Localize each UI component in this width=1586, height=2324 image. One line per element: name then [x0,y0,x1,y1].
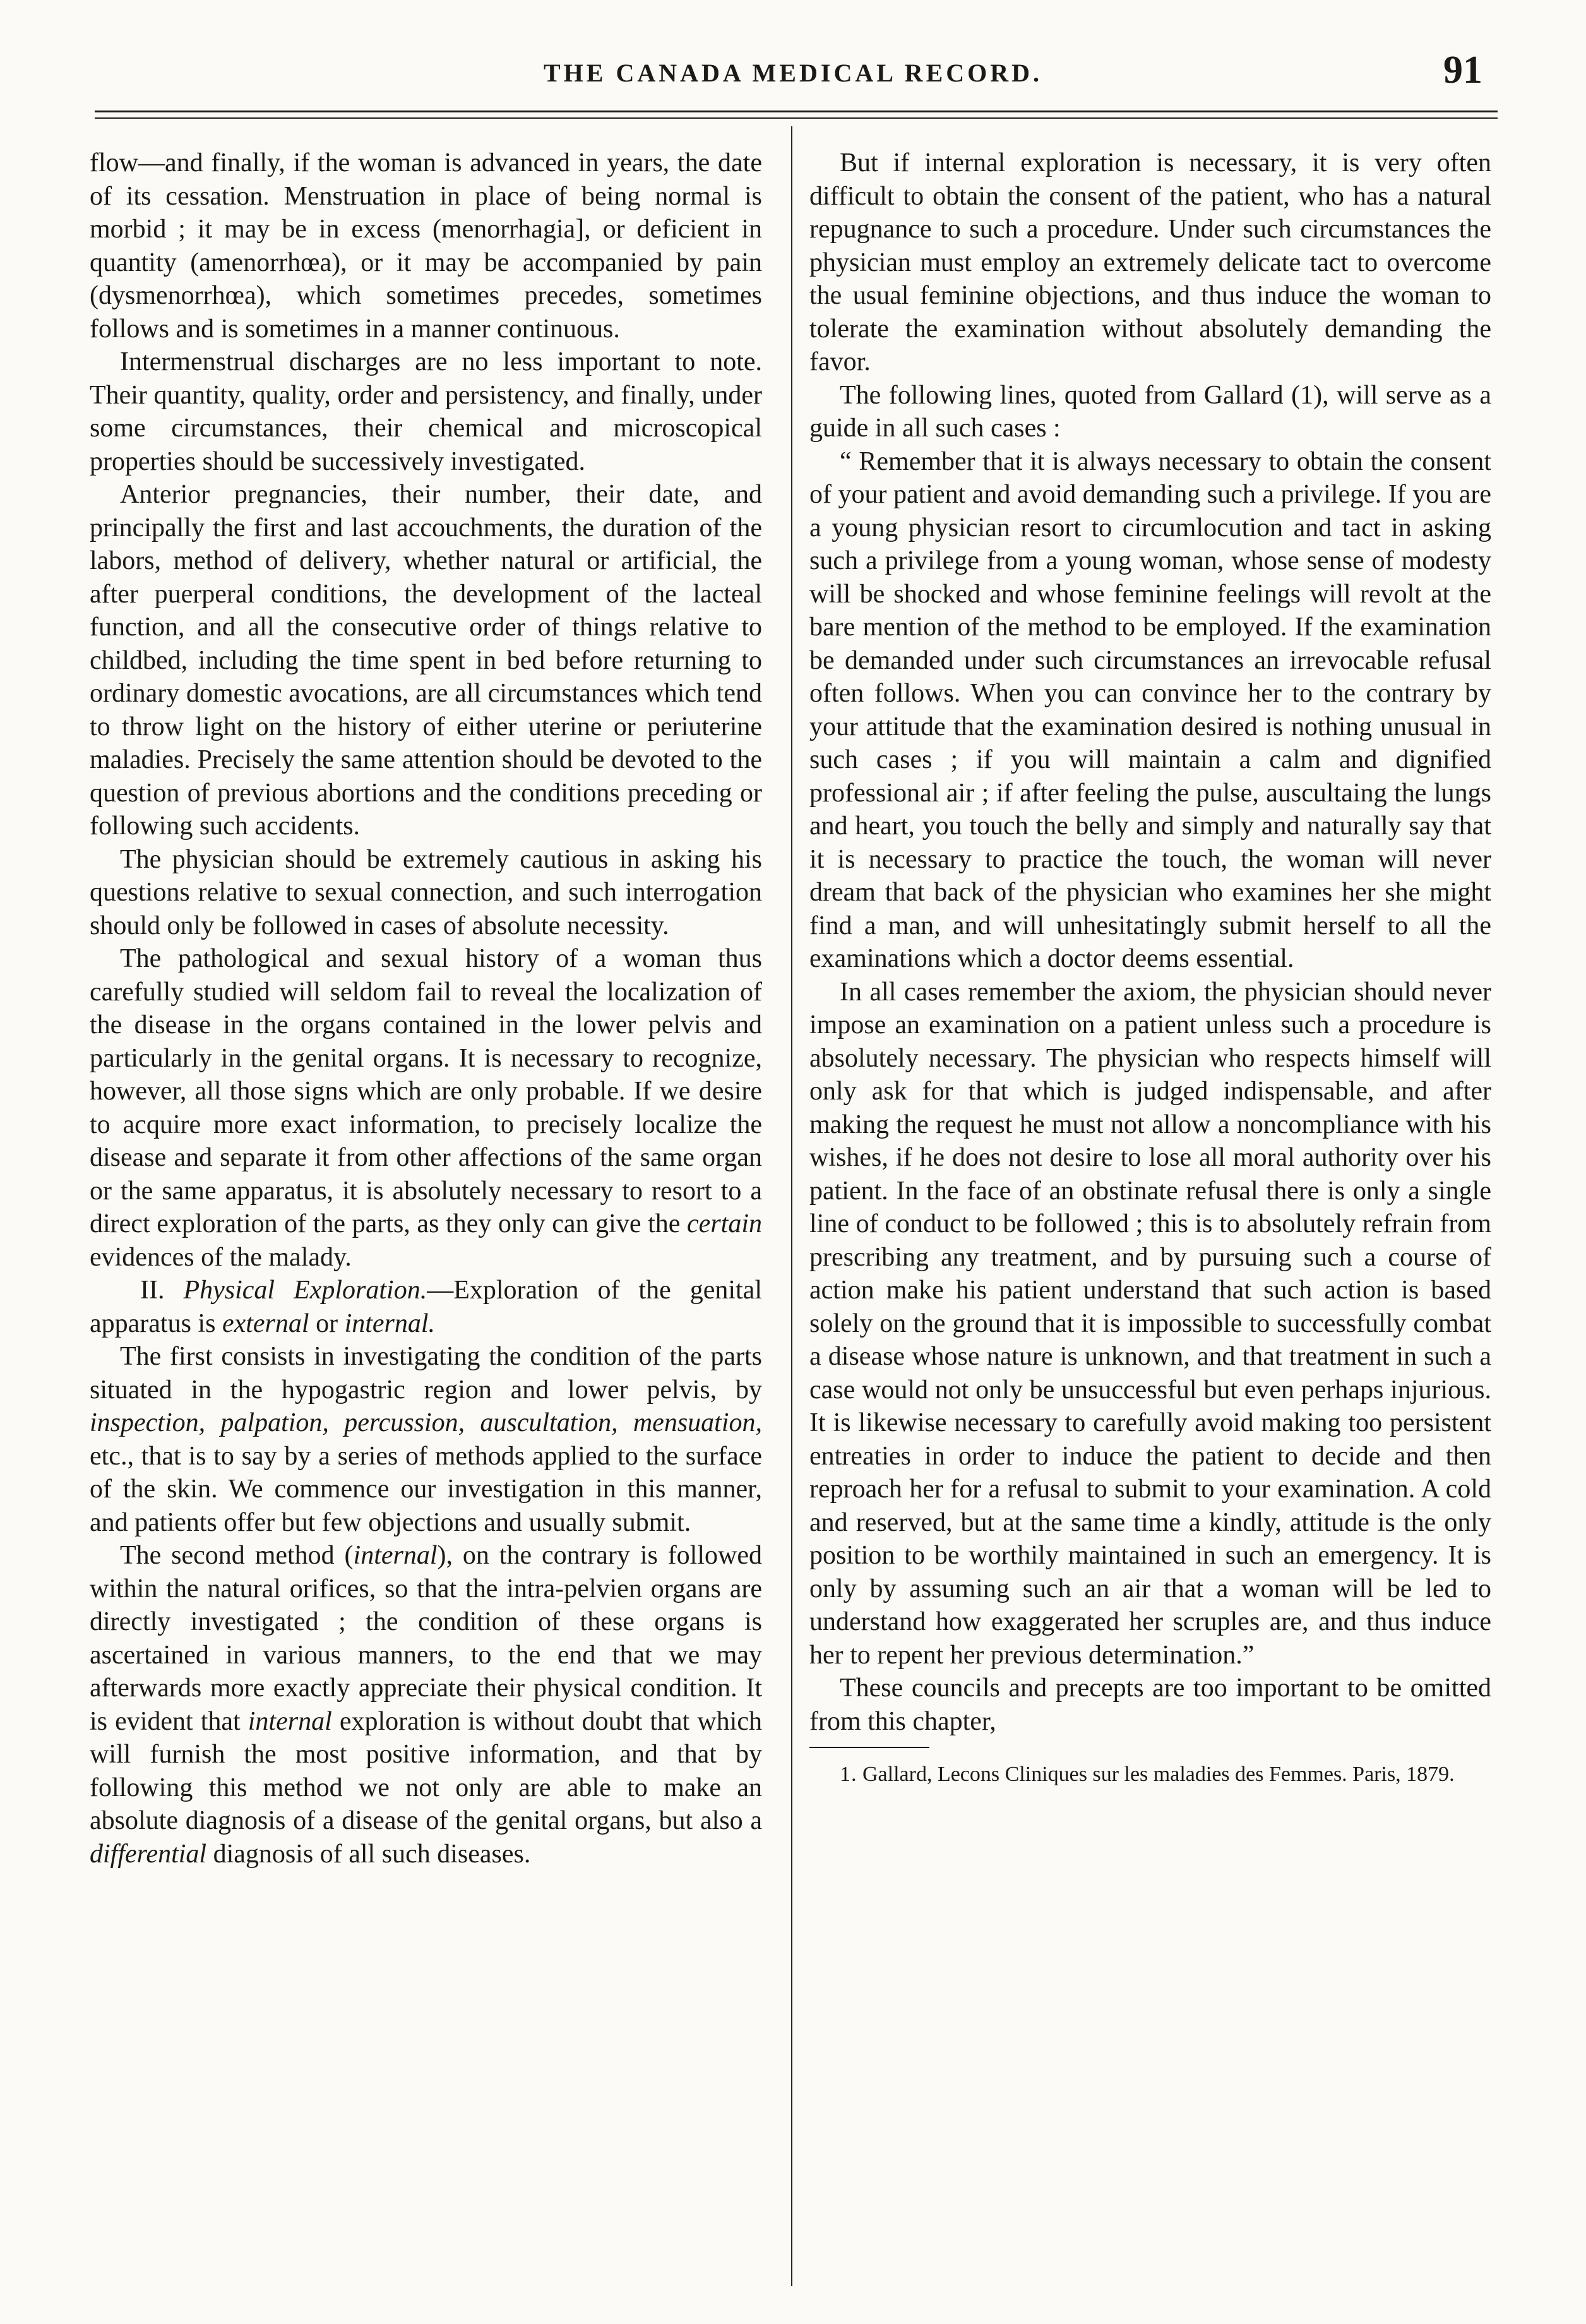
footnote-rule [809,1747,929,1748]
paragraph: flow—and finally, if the woman is advanced in years, the date of its cessation. Menstruation in place of being normal is morbid ; it may be in excess (menorrhagia], or deficient in quantity (amenorrhœa), or it may be accompanied by pain (dysmenorrhœa), which sometimes precedes, sometimes follows and is sometimes in a manner continuous. [90,148,762,344]
text-run: or [309,1309,345,1338]
text-run: ), on the contrary is followed within the natural orifices, so that the intra-pelvien organs are directly investigated ; the condition of these organs is ascertained in various manners, to the end that we may afterwards more exactly appreciate their physical condition. It is evident that [90,1541,762,1736]
paragraph: The following lines, quoted from Gallard (1), will serve as a guide in all such cases : [809,380,1491,443]
text-run: etc., that is to say by a series of methods applied to the surface of the skin. We commence our investigation in this manner, and patients offer but few objections and usually submit. [90,1441,762,1537]
left-column [90,147,762,1871]
header-rule-bottom [95,117,1498,119]
text-run: The second method ( [120,1541,354,1570]
section-number: II. [140,1276,184,1305]
quotation-paragraph: “ Remember that it is always necessary to obtain the consent of your patient and avoid demanding such a privilege. If you are a young physician resort to circumlocution and tact in asking such a privilege from a young woman, whose sense of modesty will be shocked and whose feminine feelings will revolt at the bare mention of the method to be employed. If the examination be demanded under such circumstances an irrevocable refusal often follows. When you can convince her to the contrary by your attitude that the examination desired is nothing unusual in such cases ; if you will maintain a calm and dignified professional air ; if after feeling the pulse, auscultaing the lungs and heart, you touch the belly and simply and naturally say that it is necessary to practice the touch, the woman will never dream that back of the physician who examines her she might find a man, and will unhesitatingly submit herself to all the examinations which a doctor deems essential. [809,446,1491,973]
paragraph: But if internal exploration is necessary, it is very often difficult to obtain the consent of the patient, who has a natural repugnance to such a procedure. Under such circumstances the physician must employ an extremely delicate tact to overcome the usual feminine objections, and thus induce the woman to tolerate the examination without absolutely demanding the favor. [809,148,1491,376]
paragraph [90,1539,762,1871]
section-heading-paragraph [90,1274,762,1340]
running-head [0,0,1586,126]
footnote [809,1759,1491,1790]
emphasis: internal. [344,1309,436,1338]
column-divider [791,126,792,2286]
emphasis: certain [687,1209,762,1238]
text-run: evidences of the malady. [90,1242,352,1272]
emphasis: inspection, palpation, percussion, auscultation, mensuation, [90,1408,762,1437]
paragraph: In all cases remember the axiom, the physician should never impose an examination on a patient unless such a procedure is absolutely necessary. The physician who respects himself will only ask for that which is judged indispensable, and after making the request he must not allow a noncompliance with his wishes, if he does not desire to lose all moral authority over his patient. In the face of an obstinate refusal there is only a single line of conduct to be followed ; this is to absolutely refrain from prescribing any treatment, and by pursuing such a course of action make his patient understand that such action is based solely on the ground that it is impossible to successfully combat a disease whose nature is unknown, and that treatment in such a case would not only be unsuccessful but even perhaps injurious. It is likewise necessary to carefully avoid making too persistent entreaties in order to induce the patient to decide and then reproach her for a refusal to submit to your examination. A cold and reserved, but at the same time a kindly, attitude is the only position to be worthily maintained in such an emergency. It is only by assuming such an air that a woman will be led to understand how exaggerated her scruples are, and thus induce her to repent her previous determination.” [809,977,1491,1670]
emphasis: external [222,1309,309,1338]
header-rule-top [95,111,1498,112]
paragraph: Intermenstrual discharges are no less important to note. Their quantity, quality, order and persistency, and finally, under some circumstances, their chemical and microscopical properties should be successively investigated. [90,347,762,476]
text-run: diagnosis of all such diseases. [206,1839,531,1869]
emphasis: internal [353,1541,438,1570]
text-run: The pathological and sexual history of a woman thus carefully studied will seldom fail to reveal the localization of the disease in the organs contained in the lower pelvis and particularly in the genital organs. It is necessary to recognize, however, all those signs which are only probable. If we desire to acquire more exact information, to precisely localize the disease and separate it from other affections of the same organ or the same apparatus, it is absolutely necessary to resort to a direct exploration of the parts, as they only can give the [90,944,762,1238]
right-column [809,147,1491,1790]
page-number: 91 [1443,49,1482,92]
emphasis: differential [90,1839,207,1869]
paragraph: The physician should be extremely cautious in asking his questions relative to sexual connection, and such interrogation should only be followed in cases of absolute necessity. [90,844,762,940]
emphasis: internal [247,1706,332,1736]
paragraph: These councils and precepts are too important to be omitted from this chapter, [809,1674,1491,1736]
paragraph [90,1340,762,1539]
section-title: Physical Exploration. [183,1276,427,1305]
text-run: The first consists in investigating the condition of the parts situated in the hypogastric region and lower pelvis, by [90,1342,762,1405]
paragraph [90,942,762,1274]
footnote-text: Gallard, Lecons Cliniques sur les maladies des Femmes. Paris, 1879. [857,1763,1455,1786]
paragraph: Anterior pregnancies, their number, their date, and principally the first and last accouchments, the duration of the labors, method of delivery, whether natural or artificial, the after puerperal conditions, the development of the lacteal function, and all the consecutive order of things relative to childbed, including the time spent in bed before returning to ordinary domestic avocations, are all circumstances which tend to throw light on the history of either uterine or periuterine maladies. Precisely the same attention should be devoted to the question of previous abortions and the conditions preceding or following such accidents. [90,480,762,841]
text-run: —Exploration of the genital apparatus is [90,1276,762,1338]
journal-title: THE CANADA MEDICAL RECORD. [543,59,1043,87]
text-run: exploration is without doubt that which will furnish the most positive information, and that by following this method we not only are able to make an absolute diagnosis of a disease of the genital organs, but also a [90,1706,762,1835]
footnote-number: 1. [840,1763,857,1786]
